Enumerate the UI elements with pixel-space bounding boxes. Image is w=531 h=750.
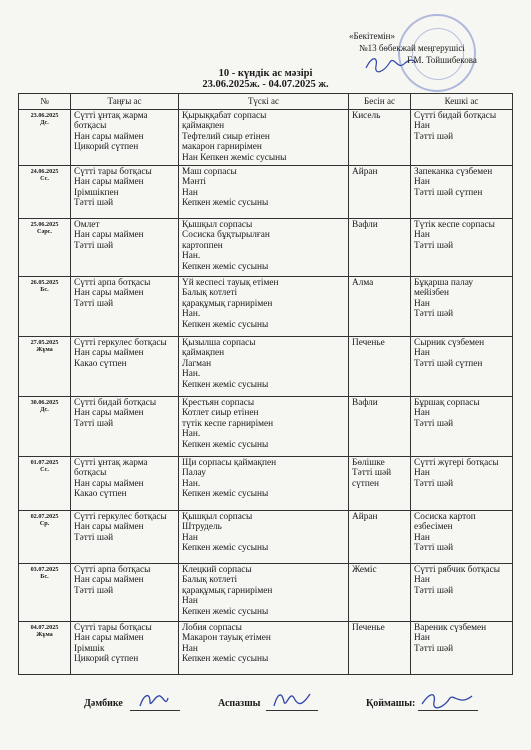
snack-item: сүтпен bbox=[352, 478, 379, 489]
breakfast-item: ботқасы bbox=[74, 468, 107, 479]
row-date-cell bbox=[19, 276, 71, 336]
lunch-item: Кепкен жеміс сусыны bbox=[182, 489, 269, 500]
dinner-item: Нан bbox=[414, 633, 430, 644]
snack-cell bbox=[349, 109, 411, 165]
lunch-item: түтік кеспе гарнирімен bbox=[182, 418, 274, 429]
dietitian-line bbox=[130, 710, 180, 711]
lunch-item: Клецкий сорпасы bbox=[182, 564, 252, 575]
dinner-cell bbox=[411, 336, 513, 396]
row-date-cell bbox=[19, 456, 71, 510]
dinner-item: Нан bbox=[414, 298, 430, 309]
table-row bbox=[19, 218, 513, 276]
breakfast-item: Нан сары маймен bbox=[74, 288, 144, 299]
row-weekday: Дс. bbox=[40, 119, 49, 127]
lunch-item: Нан. bbox=[182, 369, 201, 380]
snack-item: Вафли bbox=[352, 219, 378, 230]
lunch-item: Мәнті bbox=[182, 177, 207, 188]
table-row bbox=[19, 396, 513, 456]
dietitian-label: Дәмбике bbox=[84, 698, 123, 709]
breakfast-item: Нан сары маймен bbox=[74, 633, 144, 644]
table-row bbox=[19, 563, 513, 621]
cook-line bbox=[266, 710, 318, 711]
row-weekday: Жұма bbox=[36, 631, 53, 639]
breakfast-item: Нан сары маймен bbox=[74, 575, 144, 586]
breakfast-item: Омлет bbox=[74, 219, 100, 230]
lunch-item: Нан. bbox=[182, 251, 201, 262]
snack-item: Печенье bbox=[352, 622, 385, 633]
row-date: 02.07.2025 bbox=[30, 512, 59, 520]
dinner-item: Нан bbox=[414, 575, 430, 586]
lunch-item: Нан bbox=[182, 596, 198, 607]
lunch-item: Қырыққабат сорпасы bbox=[182, 110, 267, 121]
cook-label: Аспазшы bbox=[218, 698, 261, 709]
breakfast-item: Сүтті геркулес ботқасы bbox=[74, 511, 167, 522]
breakfast-cell bbox=[71, 456, 179, 510]
lunch-cell bbox=[179, 276, 349, 336]
breakfast-item: Ірімшікпен bbox=[74, 187, 119, 198]
dinner-item: Нан bbox=[414, 348, 430, 359]
header-lunch: Түскі ас bbox=[179, 94, 349, 110]
menu-title: 10 - күндік ас мәзірі bbox=[218, 68, 313, 79]
lunch-item: Котлет сиыр етінен bbox=[182, 408, 259, 419]
row-date-cell bbox=[19, 109, 71, 165]
header-dinner: Кешкі ас bbox=[411, 94, 513, 110]
row-weekday: Сс. bbox=[40, 175, 49, 183]
snack-item: Жеміс bbox=[352, 564, 377, 575]
dinner-item: Сүтті рябчик ботқасы bbox=[414, 564, 501, 575]
lunch-item: макарон гарнирімен bbox=[182, 142, 262, 153]
approval-line-3: Г.М. Тойшибекова bbox=[407, 55, 477, 65]
row-weekday: Жұма bbox=[36, 346, 53, 354]
dinner-item: езбесімен bbox=[414, 522, 453, 533]
dinner-cell bbox=[411, 396, 513, 456]
row-date-cell bbox=[19, 563, 71, 621]
breakfast-item: Тәтті шәй bbox=[74, 418, 114, 429]
lunch-item: Щи сорпасы қаймақпен bbox=[182, 457, 277, 468]
breakfast-item: Нан сары маймен bbox=[74, 177, 144, 188]
row-date: 03.07.2025 bbox=[30, 565, 59, 573]
lunch-item: қарақұмық гарнирімен bbox=[182, 585, 273, 596]
dinner-cell bbox=[411, 510, 513, 563]
breakfast-item: Сүтті тары ботқасы bbox=[74, 622, 152, 633]
lunch-item: Нан Кепкен жеміс сусыны bbox=[182, 152, 287, 163]
breakfast-item: Какао сүтпен bbox=[74, 489, 127, 500]
lunch-item: Кепкен жеміс сусыны bbox=[182, 198, 269, 209]
row-date-cell bbox=[19, 510, 71, 563]
dinner-item: Бұқарша палау bbox=[414, 277, 474, 288]
header-breakfast: Таңғы ас bbox=[71, 94, 179, 110]
row-date-cell bbox=[19, 621, 71, 674]
dinner-item: мейізбен bbox=[414, 288, 449, 299]
dinner-item: Тәтті шәй bbox=[414, 478, 454, 489]
lunch-item: Үй кеспесі тауық етімен bbox=[182, 277, 279, 288]
dinner-item: Нан bbox=[414, 121, 430, 132]
dinner-cell bbox=[411, 276, 513, 336]
row-date-cell bbox=[19, 165, 71, 218]
approval-block bbox=[345, 30, 495, 66]
snack-item: Тәтті шәй bbox=[352, 468, 392, 479]
snack-item: Печенье bbox=[352, 337, 385, 348]
lunch-cell bbox=[179, 109, 349, 165]
dinner-item: Тәтті шәй сүтпен bbox=[414, 187, 483, 198]
row-date-cell bbox=[19, 396, 71, 456]
dinner-item: Вареник сүзбемен bbox=[414, 622, 487, 633]
header-number: № bbox=[19, 94, 71, 110]
row-date: 01.07.2025 bbox=[30, 458, 59, 466]
breakfast-item: Нан сары маймен bbox=[74, 478, 144, 489]
row-date: 24.06.2025 bbox=[30, 167, 59, 175]
lunch-item: Нан. bbox=[182, 309, 201, 320]
breakfast-item: Сүтті геркулес ботқасы bbox=[74, 337, 167, 348]
dinner-item: Сүтті бидай ботқасы bbox=[414, 110, 497, 121]
row-weekday: Ср. bbox=[39, 520, 50, 528]
breakfast-item: Тәтті шәй bbox=[74, 298, 114, 309]
breakfast-item: ботқасы bbox=[74, 121, 107, 132]
breakfast-cell bbox=[71, 336, 179, 396]
dinner-item: Сосиска картоп bbox=[414, 511, 476, 522]
storekeeper-signature bbox=[420, 690, 474, 710]
table-row bbox=[19, 336, 513, 396]
breakfast-cell bbox=[71, 276, 179, 336]
lunch-item: Балық котлеті bbox=[182, 288, 238, 299]
row-date: 30.06.2025 bbox=[30, 398, 59, 406]
row-weekday: Сәрс. bbox=[37, 228, 52, 236]
breakfast-item: Нан сары маймен bbox=[74, 348, 144, 359]
dinner-item: Нан bbox=[414, 532, 430, 543]
approval-line-1: «Бекітемін» bbox=[349, 31, 395, 41]
lunch-cell bbox=[179, 510, 349, 563]
breakfast-cell bbox=[71, 563, 179, 621]
lunch-item: Тефтелий сиыр етінен bbox=[182, 131, 270, 142]
lunch-item: Нан bbox=[182, 532, 198, 543]
dinner-item: Запеканка сүзбемен bbox=[414, 166, 493, 177]
breakfast-item: Нан сары маймен bbox=[74, 522, 144, 533]
lunch-item: Нан. bbox=[182, 429, 201, 440]
row-date: 04.07.2025 bbox=[30, 623, 59, 631]
table-row bbox=[19, 456, 513, 510]
row-weekday: Бс. bbox=[40, 286, 49, 294]
row-date: 25.06.2025 bbox=[30, 220, 59, 228]
breakfast-cell bbox=[71, 109, 179, 165]
table-row bbox=[19, 510, 513, 563]
lunch-item: Маш сорпасы bbox=[182, 166, 237, 177]
approval-line-2: №13 бөбекжай меңгерушісі bbox=[359, 43, 465, 53]
menu-period: 23.06.2025ж. - 04.07.2025 ж. bbox=[202, 79, 329, 90]
lunch-item: Кепкен жеміс сусыны bbox=[182, 606, 269, 617]
lunch-item: Нан bbox=[182, 643, 198, 654]
breakfast-item: Цикорий сүтпен bbox=[74, 654, 139, 665]
breakfast-item: Нан сары маймен bbox=[74, 131, 144, 142]
dinner-cell bbox=[411, 563, 513, 621]
dinner-item: Нан bbox=[414, 230, 430, 241]
snack-item: Айран bbox=[352, 166, 378, 177]
dinner-item: Тәтті шәй bbox=[414, 643, 454, 654]
lunch-item: Кепкен жеміс сусыны bbox=[182, 261, 269, 272]
snack-cell bbox=[349, 456, 411, 510]
row-date-cell bbox=[19, 336, 71, 396]
row-date-cell bbox=[19, 218, 71, 276]
lunch-item: картоппен bbox=[182, 240, 223, 251]
dinner-item: Сүтті жүгері ботқасы bbox=[414, 457, 499, 468]
breakfast-item: Сүтті ұнтақ жарма bbox=[74, 110, 148, 121]
lunch-cell bbox=[179, 218, 349, 276]
row-weekday: Дс. bbox=[40, 406, 49, 414]
lunch-cell bbox=[179, 396, 349, 456]
dinner-item: Нан bbox=[414, 468, 430, 479]
lunch-item: қарақұмық гарнирімен bbox=[182, 298, 273, 309]
snack-cell bbox=[349, 336, 411, 396]
breakfast-cell bbox=[71, 510, 179, 563]
lunch-item: Штрудель bbox=[182, 522, 222, 533]
lunch-cell bbox=[179, 456, 349, 510]
breakfast-item: Цикорий сүтпен bbox=[74, 142, 139, 153]
menu-table bbox=[18, 93, 513, 675]
row-weekday: Сс. bbox=[40, 466, 49, 474]
dinner-item: Тәтті шәй bbox=[414, 240, 454, 251]
table-row bbox=[19, 109, 513, 165]
snack-item: Кисель bbox=[352, 110, 381, 121]
breakfast-item: Нан сары маймен bbox=[74, 230, 144, 241]
table-header-row bbox=[19, 94, 513, 110]
breakfast-item: Тәтті шәй bbox=[74, 532, 114, 543]
dinner-cell bbox=[411, 218, 513, 276]
breakfast-item: Ірімшік bbox=[74, 643, 105, 654]
dinner-item: Тәтті шәй bbox=[414, 131, 454, 142]
lunch-item: Кепкен жеміс сусыны bbox=[182, 654, 269, 665]
breakfast-item: Тәтті шәй bbox=[74, 198, 114, 209]
breakfast-cell bbox=[71, 396, 179, 456]
snack-cell bbox=[349, 276, 411, 336]
cook-signature bbox=[272, 688, 312, 710]
dinner-item: Нан bbox=[414, 177, 430, 188]
dinner-item: Нан bbox=[414, 408, 430, 419]
breakfast-item: Сүтті тары ботқасы bbox=[74, 166, 152, 177]
storekeeper-label: Қоймашы: bbox=[366, 698, 416, 709]
snack-cell bbox=[349, 563, 411, 621]
snack-cell bbox=[349, 218, 411, 276]
dinner-item: Тәтті шәй bbox=[414, 585, 454, 596]
dinner-item: Тәтті шәй bbox=[414, 418, 454, 429]
breakfast-item: Тәтті шәй bbox=[74, 240, 114, 251]
dinner-item: Сырник сүзбемен bbox=[414, 337, 485, 348]
breakfast-item: Сүтті арпа ботқасы bbox=[74, 277, 151, 288]
dinner-item: Тәтті шәй bbox=[414, 309, 454, 320]
dinner-item: Бұршақ сорпасы bbox=[414, 397, 480, 408]
dinner-item: Тәтті шәй bbox=[414, 543, 454, 554]
lunch-cell bbox=[179, 165, 349, 218]
row-date: 23.06.2025 bbox=[30, 111, 59, 119]
lunch-item: Нан bbox=[182, 187, 198, 198]
breakfast-item: Нан сары маймен bbox=[74, 408, 144, 419]
lunch-item: Лагман bbox=[182, 358, 212, 369]
dinner-cell bbox=[411, 621, 513, 674]
dinner-cell bbox=[411, 109, 513, 165]
breakfast-item: Сүтті арпа ботқасы bbox=[74, 564, 151, 575]
lunch-item: Макарон тауық етімен bbox=[182, 633, 271, 644]
lunch-cell bbox=[179, 563, 349, 621]
snack-cell bbox=[349, 621, 411, 674]
row-weekday: Бс. bbox=[40, 573, 49, 581]
lunch-item: қаймақпен bbox=[182, 121, 225, 132]
lunch-item: Қызылша сорпасы bbox=[182, 337, 256, 348]
breakfast-cell bbox=[71, 218, 179, 276]
row-date: 27.05.2025 bbox=[30, 338, 59, 346]
dinner-cell bbox=[411, 456, 513, 510]
lunch-item: Кепкен жеміс сусыны bbox=[182, 439, 269, 450]
snack-cell bbox=[349, 396, 411, 456]
breakfast-item: Сүтті ұнтақ жарма bbox=[74, 457, 148, 468]
lunch-item: Лобия сорпасы bbox=[182, 622, 242, 633]
lunch-cell bbox=[179, 336, 349, 396]
dietitian-signature bbox=[138, 690, 170, 710]
lunch-item: Балық котлеті bbox=[182, 575, 238, 586]
breakfast-cell bbox=[71, 621, 179, 674]
table-row bbox=[19, 276, 513, 336]
breakfast-item: Сүтті бидай ботқасы bbox=[74, 397, 157, 408]
breakfast-item: Тәтті шәй bbox=[74, 585, 114, 596]
lunch-item: Нан. bbox=[182, 478, 201, 489]
table-row bbox=[19, 621, 513, 674]
lunch-item: Кепкен жеміс сусыны bbox=[182, 543, 269, 554]
dinner-item: Түтік кеспе сорпасы bbox=[414, 219, 495, 230]
snack-item: Айран bbox=[352, 511, 378, 522]
lunch-item: қаймақпен bbox=[182, 348, 225, 359]
snack-cell bbox=[349, 510, 411, 563]
lunch-item: Қышқыл сорпасы bbox=[182, 511, 253, 522]
snack-cell bbox=[349, 165, 411, 218]
dinner-item: Тәтті шәй сүтпен bbox=[414, 358, 483, 369]
lunch-cell bbox=[179, 621, 349, 674]
snack-item: Алма bbox=[352, 277, 374, 288]
lunch-item: Қышқыл сорпасы bbox=[182, 219, 253, 230]
lunch-item: Сосиска бұқтырылған bbox=[182, 230, 270, 241]
breakfast-item: Какао сүтпен bbox=[74, 358, 127, 369]
lunch-item: Крестьян сорпасы bbox=[182, 397, 255, 408]
dinner-cell bbox=[411, 165, 513, 218]
row-date: 26.05.2025 bbox=[30, 278, 59, 286]
snack-item: Вафли bbox=[352, 397, 378, 408]
snack-item: Бөлішке bbox=[352, 457, 385, 468]
lunch-item: Палау bbox=[182, 468, 206, 479]
breakfast-cell bbox=[71, 165, 179, 218]
header-snack: Бесін ас bbox=[349, 94, 411, 110]
lunch-item: Кепкен жеміс сусыны bbox=[182, 379, 269, 390]
table-row bbox=[19, 165, 513, 218]
storekeeper-line bbox=[418, 710, 478, 711]
lunch-item: Кепкен жеміс сусыны bbox=[182, 319, 269, 330]
